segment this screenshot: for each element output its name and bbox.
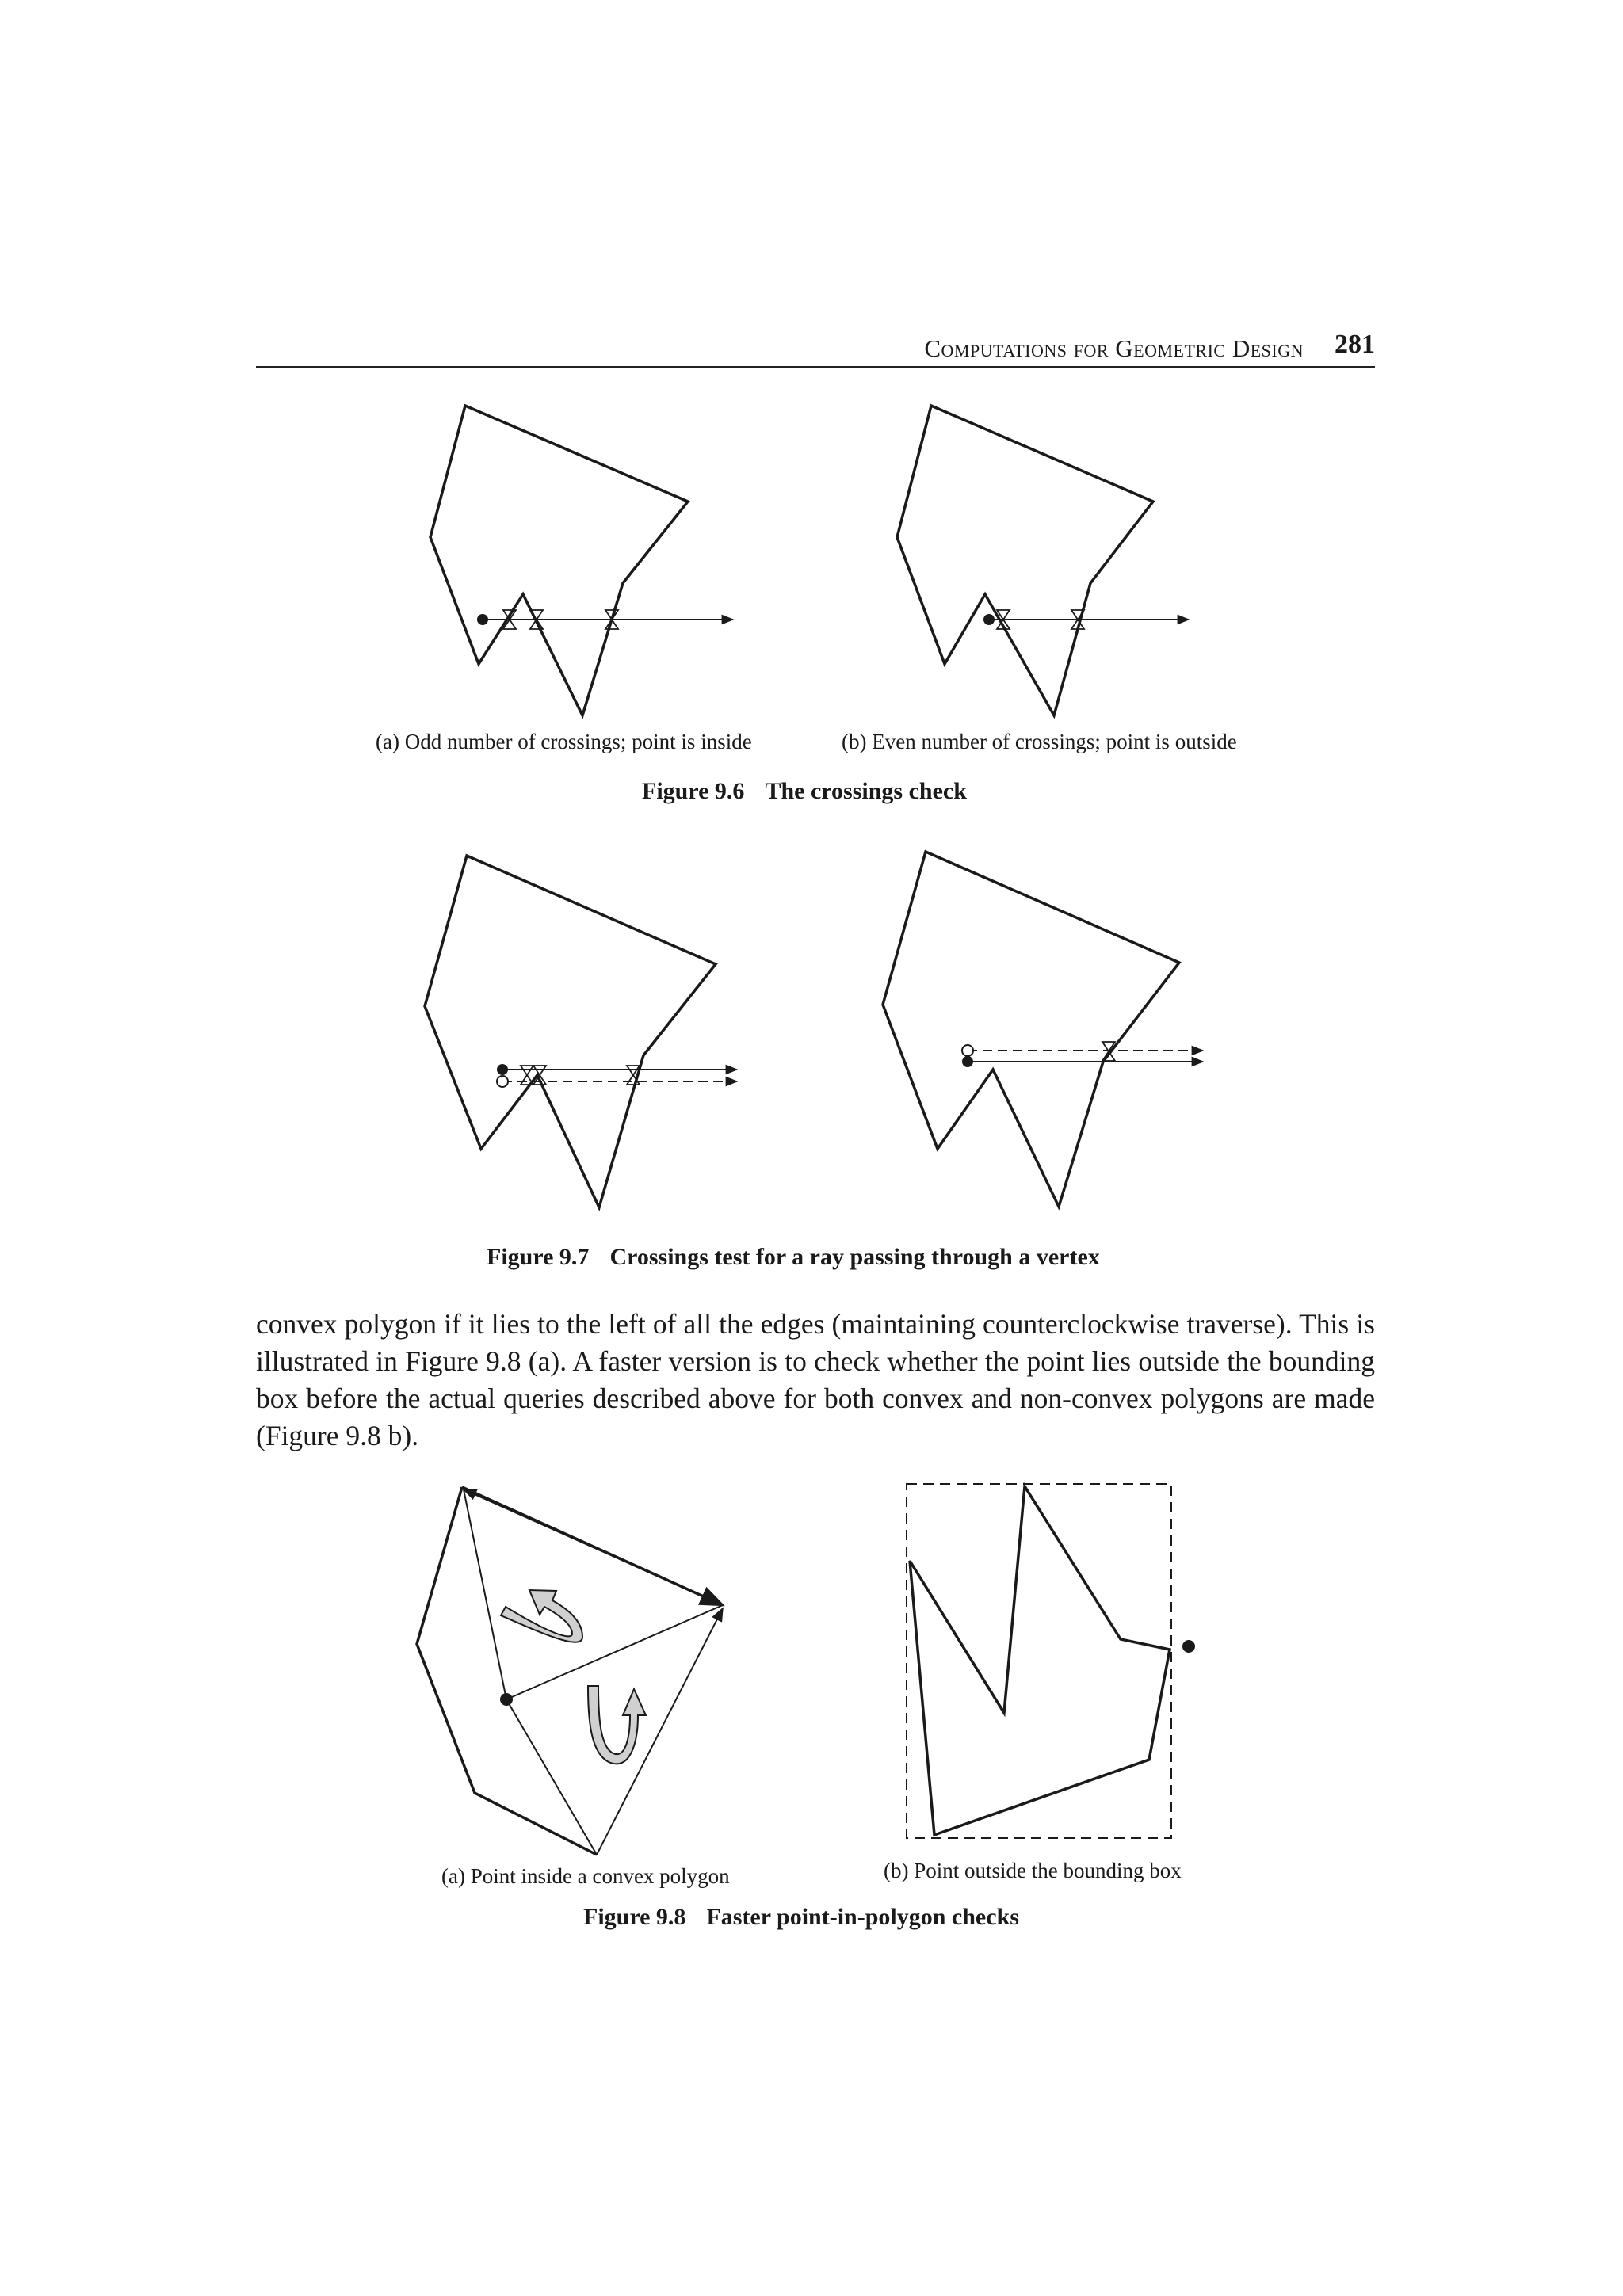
figure-9-6-subcaption-a: (a) Odd number of crossings; point is inside (376, 730, 752, 753)
fig97-right-polygon (883, 852, 1179, 1207)
figure-9-6-drawing (0, 0, 1623, 761)
fig96b-ray (983, 614, 1189, 625)
fig98a-curved-arrow-lower (588, 1686, 646, 1764)
body-paragraph-text: convex polygon if it lies to the left of all the edges (maintaining counterclockwise traverse). This is illustrated in Figure 9.8 (a). A faster version is to check whether the point lies outside the bounding box before the actual queries described above for both convex and non-convex polygons are made (Figure 9.8 b). (256, 1308, 1375, 1451)
figure-9-8-subcaption-a: (a) Point inside a convex polygon (441, 1864, 730, 1888)
figure-9-7-svg (0, 816, 1623, 1236)
fig97-left-polygon (425, 856, 716, 1207)
figure-9-8-caption (583, 1904, 1019, 1931)
fig98b-bounding-box (907, 1484, 1171, 1838)
page-number: 281 (1335, 330, 1375, 359)
fig98a-curved-arrow-upper (501, 1590, 582, 1642)
fig96a-polygon (430, 406, 688, 715)
running-head-title: Computations for Geometric Design (924, 334, 1304, 362)
figure-9-7-title: Crossings test for a ray passing through a vertex (609, 1244, 1100, 1270)
fig96a-ray (477, 614, 733, 625)
figure-9-8-svg (0, 1466, 1623, 1862)
figure-9-7-drawing (0, 816, 1623, 1236)
body-paragraph (256, 1306, 1375, 1455)
figure-9-8-subcaption-b: (b) Point outside the bounding box (884, 1859, 1182, 1882)
figure-9-7-number: Figure 9.7 (487, 1244, 590, 1270)
figure-9-8-number: Figure 9.8 (583, 1904, 686, 1930)
figure-9-6-subcaption-b: (b) Even number of crossings; point is outside (842, 730, 1237, 753)
fig97-right-dashed-ray (962, 1045, 1203, 1056)
figure-9-8-title: Faster point-in-polygon checks (706, 1904, 1019, 1930)
fig98b-query-point (1182, 1640, 1195, 1653)
fig98a-query-point (500, 1693, 513, 1706)
fig98b-polygon (910, 1486, 1170, 1835)
fig98a-polygon (417, 1487, 597, 1855)
figure-9-6-title: The crossings check (765, 778, 967, 804)
figure-9-6-caption (642, 778, 967, 805)
figure-9-6-svg (0, 0, 1623, 761)
figure-9-7-caption (487, 1244, 1100, 1271)
fig98a-thin-edges (464, 1489, 723, 1855)
figure-9-8-drawing (0, 1466, 1623, 1862)
figure-9-6-number: Figure 9.6 (642, 778, 745, 804)
fig96b-polygon (897, 406, 1153, 715)
fig97-right-solid-ray (962, 1056, 1203, 1067)
